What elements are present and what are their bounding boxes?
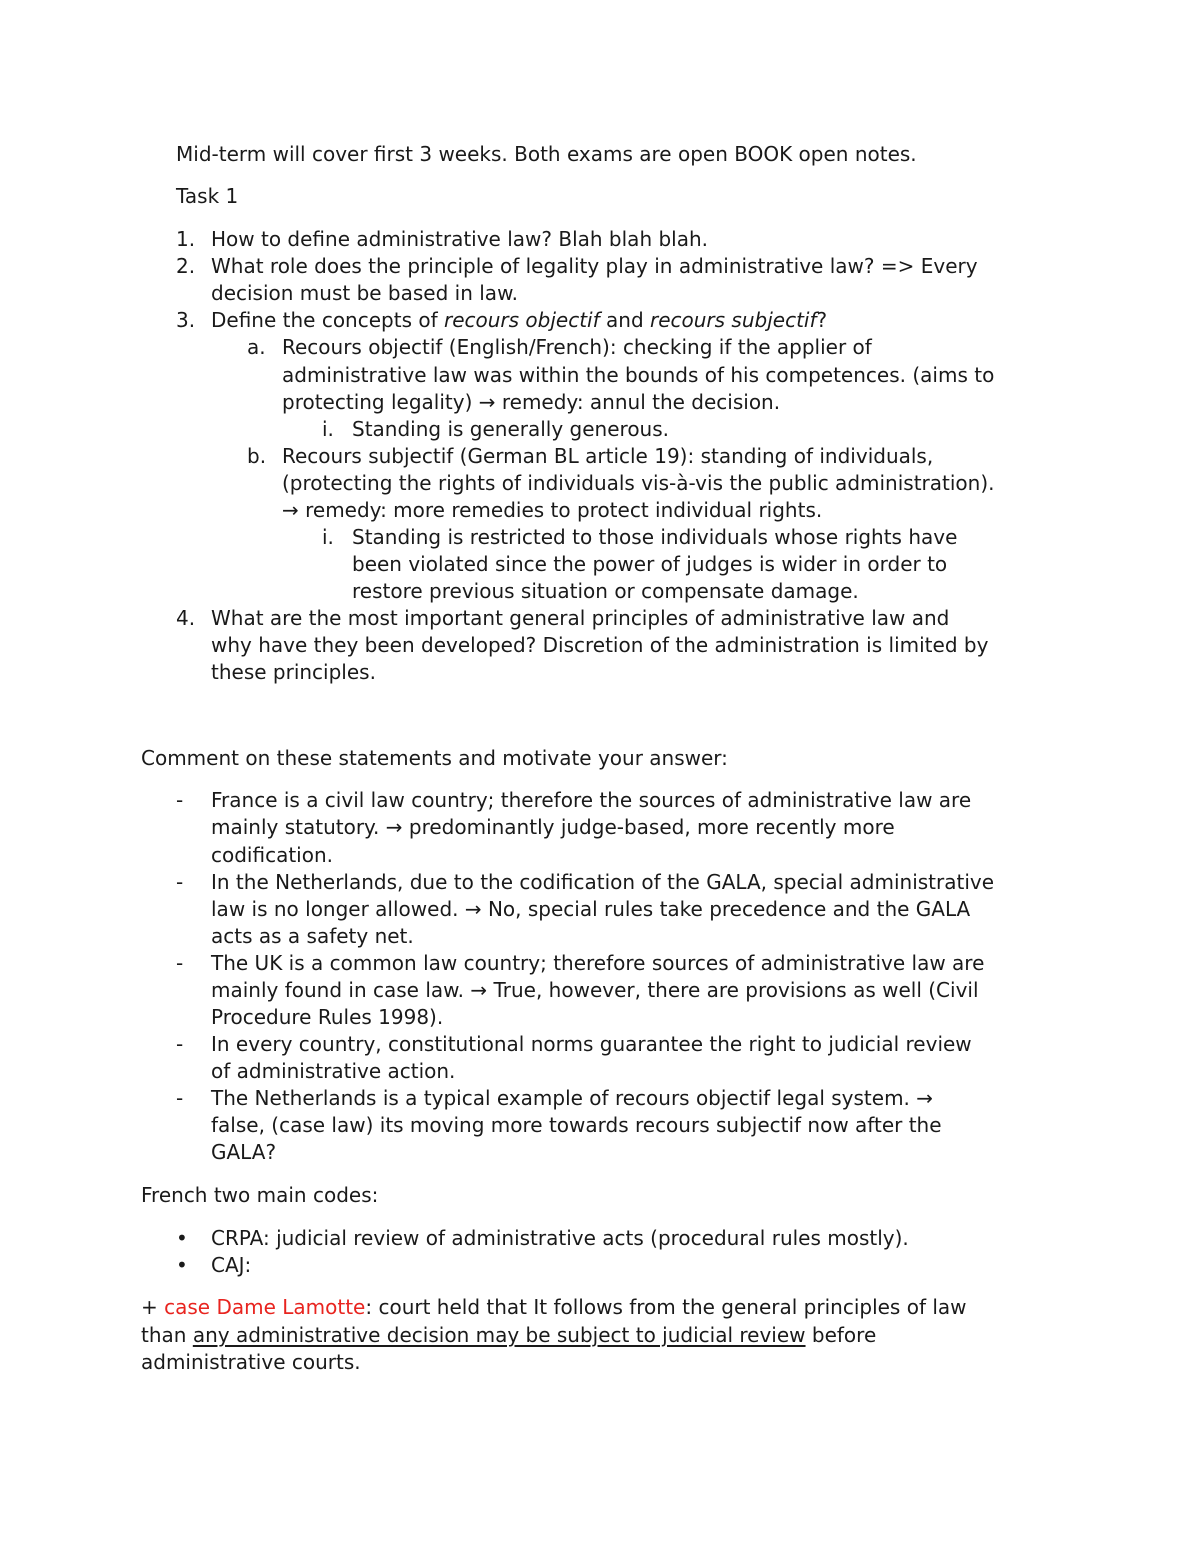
q3-post: ? — [816, 308, 828, 332]
statement-5-line-1: The Netherlands is a typical example of recours objectif legal system. → — [211, 1086, 934, 1110]
statement-3-line-3: Procedure Rules 1998). — [211, 1005, 444, 1029]
q3b-i-line-2: been violated since the power of judges is wider in order to — [352, 552, 948, 576]
q3-number: 3. — [176, 308, 196, 332]
statement-4-marker: - — [176, 1032, 184, 1056]
statement-2-line-2: law is no longer allowed. → No, special rules take precedence and the GALA — [211, 897, 971, 921]
q3b-line-3: → remedy: more remedies to protect individual rights. — [282, 498, 823, 522]
code-2-text: CAJ: — [211, 1253, 252, 1277]
q3a-i-text: Standing is generally generous. — [352, 417, 670, 441]
case-line-2 — [141, 1322, 876, 1349]
case-line-1-rest: : court held that It follows from the general principles of law — [365, 1295, 967, 1319]
statement-4-line-1: In every country, constitutional norms guarantee the right to judicial review — [211, 1032, 972, 1056]
q3-text — [211, 307, 827, 334]
q3b-i-line-3: restore previous situation or compensate damage. — [352, 579, 859, 603]
case-line-2-pre: than — [141, 1323, 193, 1347]
q3b-line-1: Recours subjectif (German BL article 19): standing of individuals, — [282, 444, 934, 468]
q4-line-3: these principles. — [211, 660, 376, 684]
case-plus: + — [141, 1295, 165, 1319]
statement-2-line-3: acts as a safety net. — [211, 924, 414, 948]
statement-1-marker: - — [176, 788, 184, 812]
statement-3-line-2: mainly found in case law. → True, however, there are provisions as well (Civil — [211, 978, 979, 1002]
codes-heading: French two main codes: — [141, 1183, 379, 1207]
statement-5-line-3: GALA? — [211, 1140, 277, 1164]
q4-line-1: What are the most important general principles of administrative law and — [211, 606, 950, 630]
case-underlined-phrase: any administrative decision may be subject to judicial review — [192, 1323, 806, 1347]
q3b-i-line-1: Standing is restricted to those individuals whose rights have — [352, 525, 958, 549]
task-heading: Task 1 — [176, 184, 239, 208]
q1-number: 1. — [176, 227, 196, 251]
code-1-text: CRPA: judicial review of administrative acts (procedural rules mostly). — [211, 1226, 909, 1250]
case-line-3: administrative courts. — [141, 1350, 361, 1374]
statement-1-line-2: mainly statutory. → predominantly judge-based, more recently more — [211, 815, 895, 839]
q3-mid: and — [599, 308, 650, 332]
statement-3-line-1: The UK is a common law country; therefore sources of administrative law are — [211, 951, 985, 975]
code-1-bullet: • — [176, 1226, 188, 1250]
statement-2-line-1: In the Netherlands, due to the codification of the GALA, special administrative — [211, 870, 995, 894]
case-line-1 — [141, 1294, 967, 1321]
statement-5-marker: - — [176, 1086, 184, 1110]
q3a-marker: a. — [247, 335, 266, 359]
q3a-line-1: Recours objectif (English/French): checking if the applier of — [282, 335, 872, 359]
statement-4-line-2: of administrative action. — [211, 1059, 456, 1083]
q3a-line-2: administrative law was within the bounds of his competences. (aims to — [282, 363, 995, 387]
q4-number: 4. — [176, 606, 196, 630]
q3b-i-marker: i. — [322, 525, 334, 549]
q3-term-objectif: recours objectif — [443, 308, 600, 332]
statement-1-line-3: codification. — [211, 843, 334, 867]
statement-1-line-1: France is a civil law country; therefore the sources of administrative law are — [211, 788, 972, 812]
q1-text: How to define administrative law? Blah blah blah. — [211, 227, 709, 251]
code-2-bullet: • — [176, 1253, 188, 1277]
case-name: case Dame Lamotte — [164, 1295, 366, 1319]
q4-line-2: why have they been developed? Discretion of the administration is limited by — [211, 633, 989, 657]
q3a-i-marker: i. — [322, 417, 334, 441]
q2-line-2: decision must be based in law. — [211, 281, 518, 305]
case-line-2-post: before — [805, 1323, 877, 1347]
q3-term-subjectif: recours subjectif — [650, 308, 817, 332]
q2-line-1: What role does the principle of legality play in administrative law? => Every — [211, 254, 978, 278]
intro-text: Mid-term will cover first 3 weeks. Both exams are open BOOK open notes. — [176, 142, 917, 166]
q2-number: 2. — [176, 254, 196, 278]
q3-pre: Define the concepts of — [211, 308, 444, 332]
q3a-line-3: protecting legality) → remedy: annul the decision. — [282, 390, 781, 414]
q3b-line-2: (protecting the rights of individuals vis-à-vis the public administration). — [282, 471, 995, 495]
statement-3-marker: - — [176, 951, 184, 975]
q3b-marker: b. — [247, 444, 267, 468]
statement-5-line-2: false, (case law) its moving more towards recours subjectif now after the — [211, 1113, 942, 1137]
statement-2-marker: - — [176, 870, 184, 894]
comment-heading: Comment on these statements and motivate your answer: — [141, 746, 728, 770]
